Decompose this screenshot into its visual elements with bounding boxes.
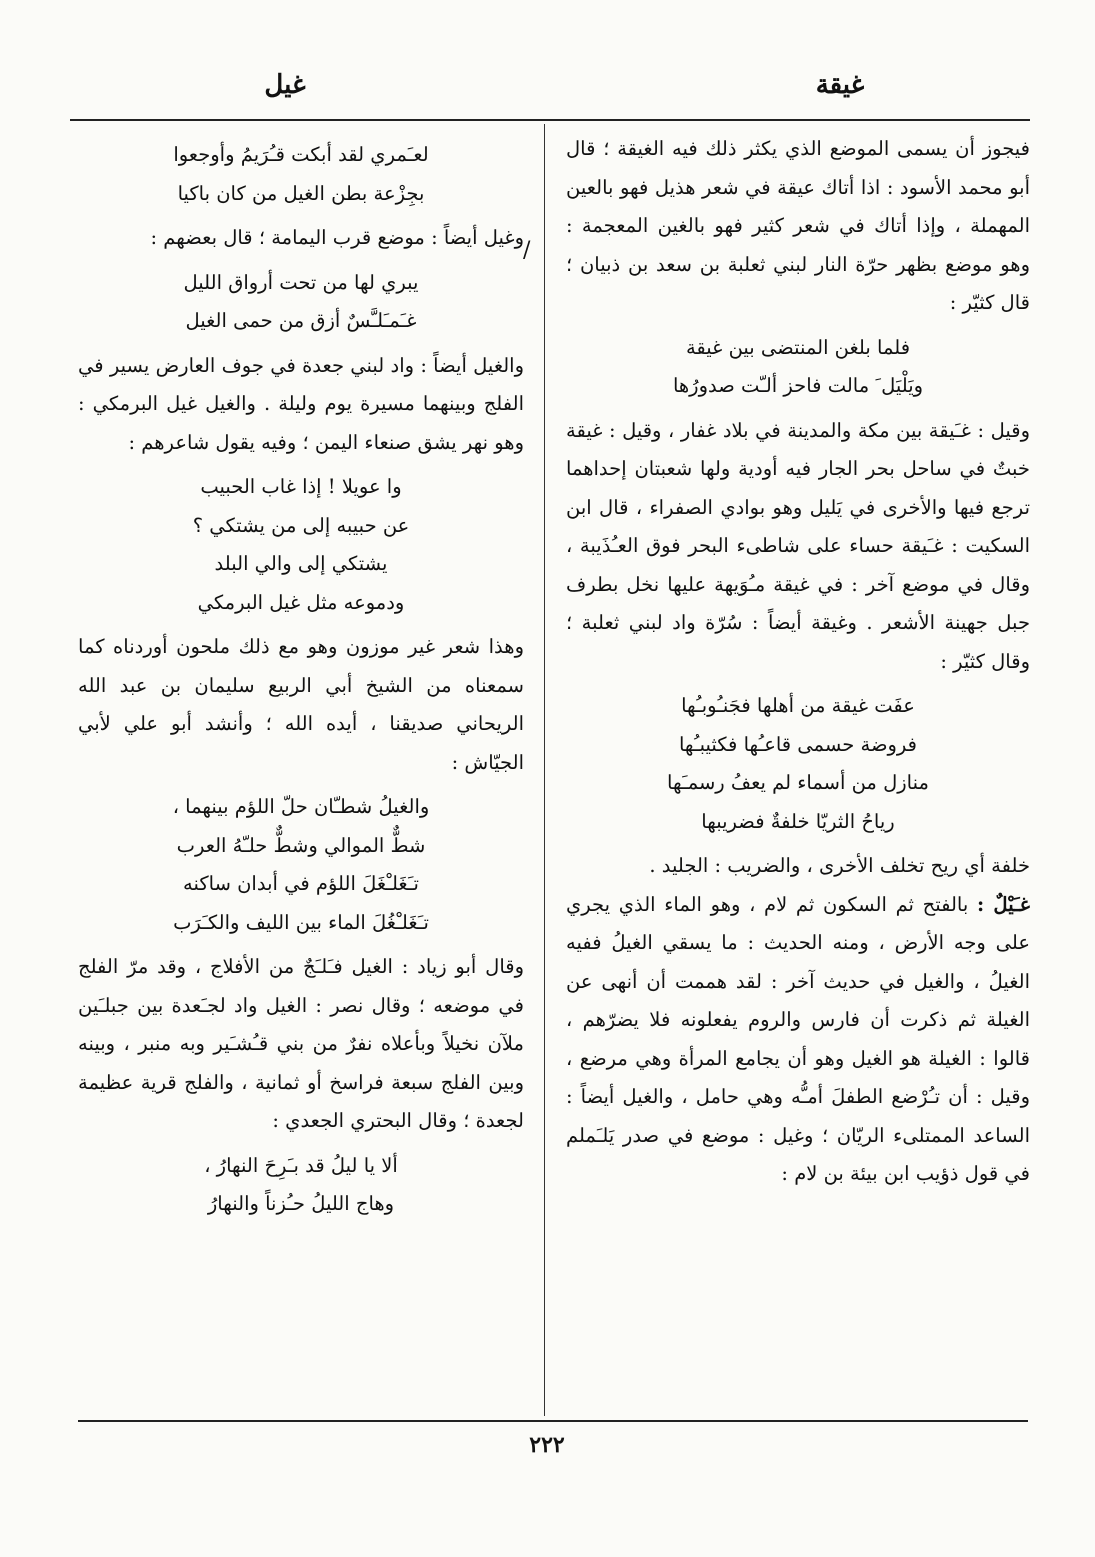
- verse-line: عن حبيبه إلى من يشتكي ؟: [192, 513, 410, 537]
- verse-line: رياحُ الثريّا خلفةٌ فضريبها: [701, 809, 895, 833]
- verse-line: فروضة حسمى قاعـُها فكثيبـُها: [678, 732, 917, 756]
- verse: [78, 468, 524, 622]
- bottom-rule: [78, 1420, 1028, 1422]
- verse: [78, 136, 524, 213]
- top-rule: [70, 119, 1030, 121]
- verse-line: وا عويلا ! إذا غاب الحبيب: [200, 475, 402, 498]
- verse-line: تـَغَلـْغَلَ اللؤم في أبدان ساكنه: [183, 872, 419, 895]
- paragraph: وقيل : غـَيقة بين مكة والمدينة في بلاد غفار ، وقيل : غيقة خبتٌ في ساحل بحر الجار فيه أودية ولها شعبتان إحداهما ترجع فيها والأخرى في يَليل وهو بوادي الصفراء ، قال ابن السكيت : غـَيقة حساء على شاطىء البحر فوق العـُذَيبة ، وقال في موضع آخر : في غيقة مـُوَيهة عليها نخل بطرف جبل جهينة الأشعر . وغيقة أيضاً : سُرّة واد لبني ثعلبة ؛ وقال كثيّر :: [566, 418, 1030, 673]
- verse-line: لعـَمري لقد أبكت قـُرَيمُ وأوجعوا: [173, 143, 429, 166]
- paragraph: فيجوز أن يسمى الموضع الذي يكثر ذلك فيه الغيقة ؛ قال أبو محمد الأسود : اذا أتاك عيقة في شعر هذيل فهو بالعين المهملة ، وإذا أتاك في شعر كثير فهو بالغين المعجمة : وهو موضع بظهر حرّة النار لبني ثعلبة بن سعد بن ذبيان ؛ قال كثيّر :: [566, 137, 1030, 314]
- verse: [566, 329, 1030, 406]
- entry-headword: غـَيْلٌ :: [976, 892, 1030, 916]
- verse-line: والغيلُ شطـّان حلّ اللؤم بينهما ،: [172, 795, 430, 818]
- verse: [78, 264, 524, 341]
- verse-line: ودموعه مثل غيل البرمكي: [197, 590, 405, 614]
- paragraph: وهذا شعر غير موزون وهو مع ذلك ملحون أوردناه كما سمعناه من الشيخ أبي الربيع سليمان بن عبد الله الريحاني صديقنا ، أيده الله ؛ وأنشد أبو علي لأبي الجيّاش :: [78, 635, 524, 774]
- verse-line: عفَت غيقة من أهلها فجَنـُوبـُها: [681, 694, 915, 717]
- right-column: [566, 130, 1030, 1415]
- page-number: ٢٢٢: [529, 1432, 565, 1458]
- paragraph: وقال أبو زياد : الغيل فـَلـَجٌ من الأفلاج ، وقد مرّ الفلج في موضعه ؛ وقال نصر : الغيل واد لجـَعدة بين جبلـَين ملآن نخيلاً وبأعلاه نفرٌ من بني قـُشـَير وبه منبر ، وبينه وبين الفلج سبعة فراسخ أو ثمانية ، والفلج قرية عظيمة لجعدة ؛ وقال البحتري الجعدي :: [78, 955, 524, 1132]
- verse-line: يبري لها من تحت أرواق الليل: [183, 270, 419, 294]
- entry-paragraph: [566, 886, 1030, 1194]
- verse-line: ألا يا ليلُ قد بـَرِحَ النهارُ ،: [204, 1153, 398, 1177]
- header-right-title: غيقة: [815, 70, 865, 100]
- verse-line: فلما بلغن المنتضى بين غيقة: [685, 335, 911, 359]
- column-divider: [544, 124, 545, 1416]
- verse-line: منازل من أسماء لم يعفُ رسمـَها: [667, 771, 929, 794]
- verse: [78, 1147, 524, 1224]
- left-column: [78, 130, 524, 1415]
- paragraph: وغيل أيضاً : موضع قرب اليمامة ؛ قال بعضهم :: [150, 226, 524, 249]
- verse-line: ويَلْيَل َ مالت فاحز ألـّت صدورُها: [672, 374, 924, 397]
- verse-line: وهاج الليلُ حـُزناً والنهارُ: [207, 1192, 395, 1215]
- paragraph: والغيل أيضاً : واد لبني جعدة في جوف العارض يسير في الفلج وبينهما مسيرة يوم وليلة . والغيل غيل البرمكي : وهو نهر يشق صنعاء اليمن ؛ وفيه يقول شاعرهم :: [78, 353, 524, 454]
- verse-line: يشتكي إلى والي البلد: [214, 552, 388, 575]
- paragraph: خلفة أي ريح تخلف الأخرى ، والضريب : الجليد .: [649, 854, 1030, 877]
- margin-mark: /: [523, 238, 531, 263]
- verse: [78, 788, 524, 942]
- verse: [566, 687, 1030, 841]
- verse-line: بجِزْعة بطن الغيل من كان باكيا: [177, 181, 425, 205]
- verse-line: غـَمـَلـَّسٌ أزق من حمى الغيل: [185, 309, 417, 332]
- verse-line: تـَغَلـْغُلَ الماء بين الليف والكـَرَب: [173, 910, 429, 934]
- entry-text: بالفتح ثم السكون ثم لام ، وهو الماء الذي يجري على وجه الأرض ، ومنه الحديث : ما يسقي الغيلُ ففيه الغيلُ ، والغيل في حديث آخر : لقد هممت أن أنهى عن الغيلة ثم ذكرت أن فارس والروم يفعلونه فلا يضرّهم ، قالوا : الغيلة هو الغيل وهو أن يجامع المرأة وهي مرضع ، وقيل : أن تـُرْضع الطفلَ أمـُّه وهي حامل ، والغيل أيضاً : الساعد الممتلىء الريّان ؛ وغيل : موضع في صدر يَلـَملم في قول ذؤيب ابن بيئة بن لام :: [566, 892, 1030, 1185]
- verse-line: شطٌّ الموالي وشطٌّ حلـّهُ العرب: [176, 833, 426, 857]
- header-left-title: غيل: [264, 70, 306, 100]
